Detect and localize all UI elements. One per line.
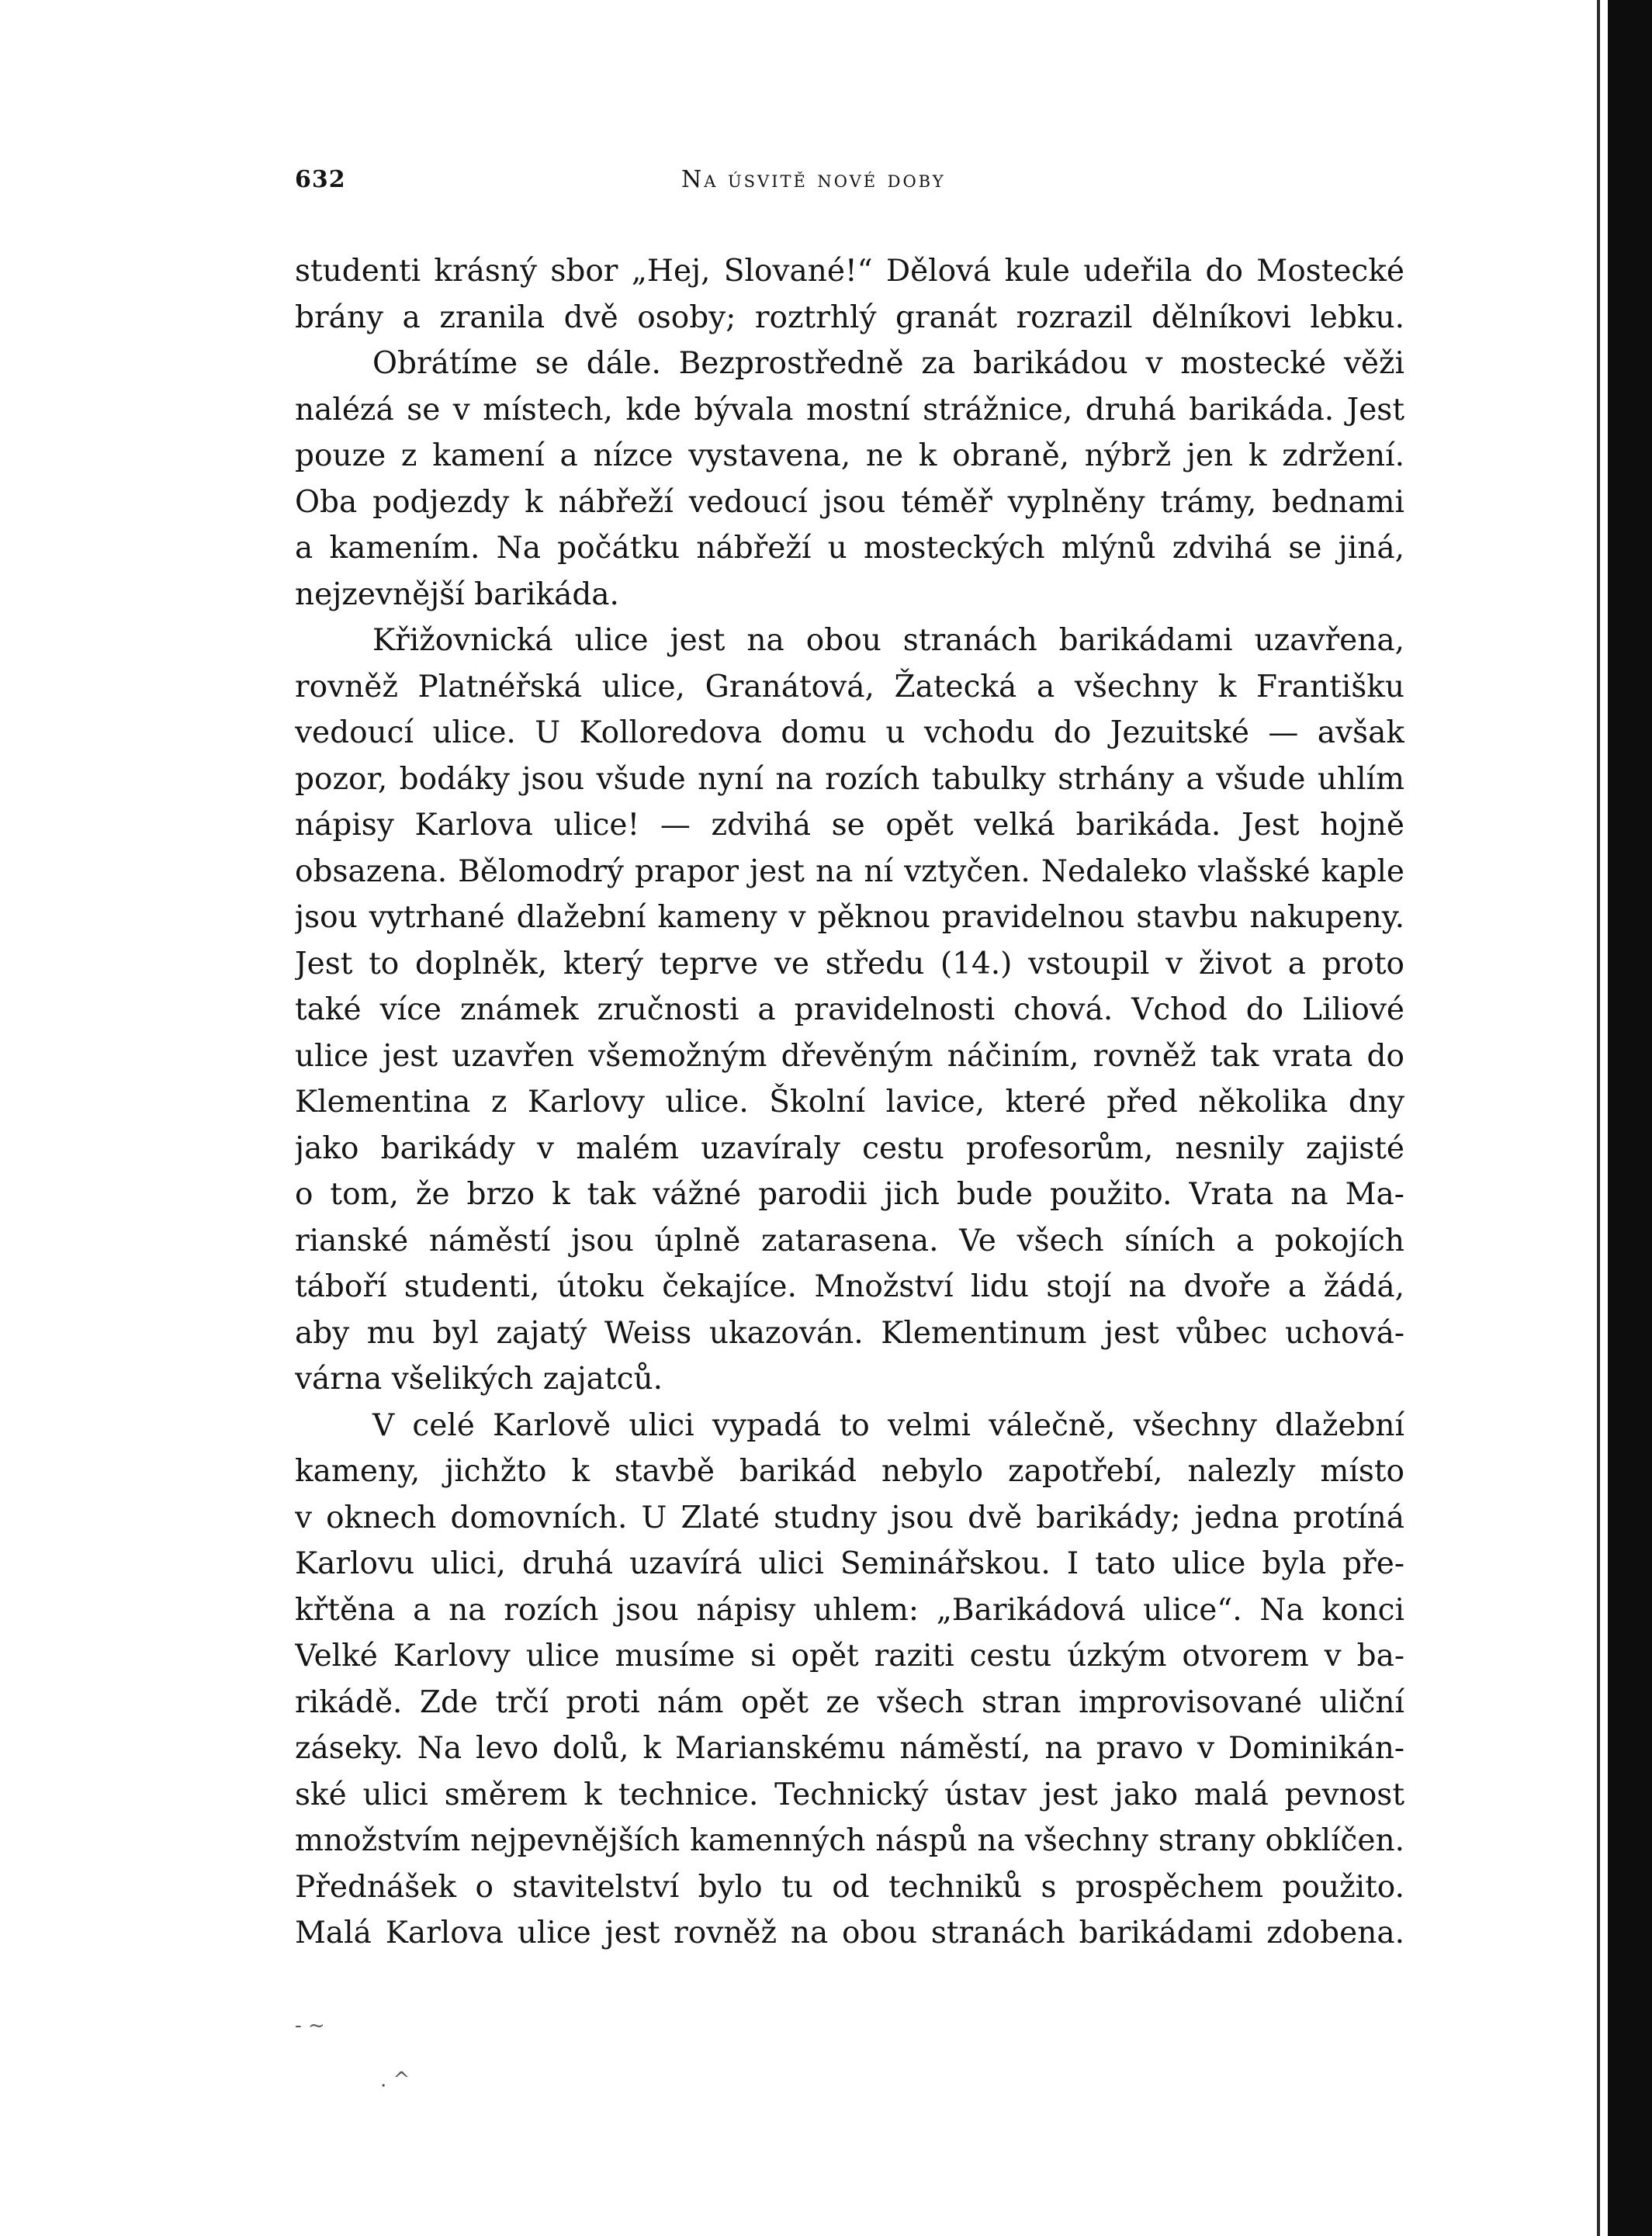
- text-line: jako barikády v malém uzavíraly cestu profesorům, nesnily zajisté: [295, 1130, 1404, 1166]
- text-line: jsou vytrhané dlažební kameny v pěknou pravidelnou stavbu nakupeny.: [295, 900, 1404, 935]
- text-line: také více známek zručnosti a pravidelnosti chová. Vchod do Liliové: [295, 992, 1404, 1027]
- text-line: rovněž Platnéřská ulice, Granátová, Žatecká a všechny k Františku: [295, 669, 1404, 704]
- text-line: množstvím nejpevnějších kamenných náspů na všechny strany obklíčen.: [295, 1823, 1404, 1858]
- text-line: ské ulici směrem k technice. Technický ústav jest jako malá pevnost: [295, 1777, 1404, 1812]
- text-line: táboří studenti, útoku čekajíce. Množství lidu stojí na dvoře a žádá,: [295, 1269, 1404, 1304]
- text-line: rikádě. Zde trčí proti nám opět ze všech stran improvisované uliční: [295, 1684, 1404, 1720]
- text-line: kameny, jichžto k stavbě barikád nebylo zapotřebí, nalezly místo: [295, 1454, 1404, 1489]
- text-line: Jest to doplněk, který teprve ve středu (14.) vstoupil v život a proto: [295, 946, 1404, 981]
- speck-mark: - ~: [295, 2014, 325, 2037]
- text-line: aby mu byl zajatý Weiss ukazován. Klementinum jest vůbec uchová-: [295, 1315, 1404, 1351]
- text-line: Malá Karlova ulice jest rovněž na obou stranách barikádami zdobena.: [295, 1916, 1404, 1950]
- text-line: záseky. Na levo dolů, k Marianskému náměstí, na pravo v Dominikán-: [295, 1731, 1404, 1766]
- text-line: Křižovnická ulice jest na obou stranách barikádami uzavřena,: [372, 623, 1404, 658]
- text-line: V celé Karlově ulici vypadá to velmi válečně, všechny dlažební: [372, 1407, 1404, 1443]
- text-line: Karlovu ulici, druhá uzavírá ulici Seminářskou. I tato ulice byla pře-: [295, 1546, 1404, 1581]
- text-line: vedoucí ulice. U Kolloredova domu u vchodu do Jezuitské — avšak: [295, 715, 1404, 750]
- text-line: studenti krásný sbor „Hej, Slované!“ Dělová kule udeřila do Mostecké: [295, 254, 1404, 289]
- text-line: pouze z kamení a nízce vystavena, ne k obraně, nýbrž jen k zdržení.: [295, 438, 1404, 473]
- page-edge-line: [1597, 0, 1600, 2236]
- text-line: obsazena. Bělomodrý prapor jest na ní vztyčen. Nedaleko vlašské kaple: [295, 853, 1404, 889]
- text-line: nejzevnější barikáda.: [295, 576, 619, 612]
- text-line: v oknech domovních. U Zlaté studny jsou dvě barikády; jedna protíná: [295, 1500, 1404, 1535]
- text-line: Klementina z Karlovy ulice. Školní lavice, které před několika dny: [295, 1085, 1404, 1120]
- text-line: rianské náměstí jsou úplně zatarasena. Ve všech síních a pokojích: [295, 1223, 1404, 1258]
- text-line: ulice jest uzavřen všemožným dřevěným náčiním, rovněž tak vrata do: [295, 1038, 1404, 1074]
- text-line: Přednášek o stavitelství bylo tu od techniků s prospěchem použito.: [295, 1869, 1404, 1905]
- text-line: o tom, že brzo k tak vážné parodii jich bude použito. Vrata na Ma-: [295, 1177, 1404, 1212]
- text-line: Velké Karlovy ulice musíme si opět raziti cestu úzkým otvorem v ba-: [295, 1639, 1404, 1674]
- page-edge-shadow: [1608, 0, 1652, 2236]
- speck-mark: . ^: [380, 2068, 410, 2092]
- text-line: várna všelikých zajatců.: [295, 1362, 663, 1397]
- page-number: 632: [295, 166, 346, 193]
- text-line: Oba podjezdy k nábřeží vedoucí jsou téměř vyplněny trámy, bednami: [295, 484, 1404, 520]
- text-line: pozor, bodáky jsou všude nyní na rozích tabulky strhány a všude uhlím: [295, 761, 1404, 797]
- text-line: a kamením. Na počátku nábřeží u mosteckých mlýnů zdvihá se jiná,: [295, 531, 1404, 566]
- text-line: nápisy Karlova ulice! — zdvihá se opět velká barikáda. Jest hojně: [295, 808, 1404, 843]
- page-specks: [295, 2016, 410, 2090]
- running-title: Na úsvitě nové doby: [681, 166, 946, 193]
- text-line: Obrátíme se dále. Bezprostředně za barikádou v mostecké věži: [372, 346, 1404, 381]
- text-line: nalézá se v místech, kde bývala mostní strážnice, druhá barikáda. Jest: [295, 392, 1404, 427]
- text-line: křtěna a na rozích jsou nápisy uhlem: „Barikádová ulice“. Na konci: [295, 1592, 1404, 1628]
- body-text: [295, 248, 1404, 1957]
- text-line: brány a zranila dvě osoby; roztrhlý granát rozrazil dělníkovi lebku.: [295, 299, 1404, 335]
